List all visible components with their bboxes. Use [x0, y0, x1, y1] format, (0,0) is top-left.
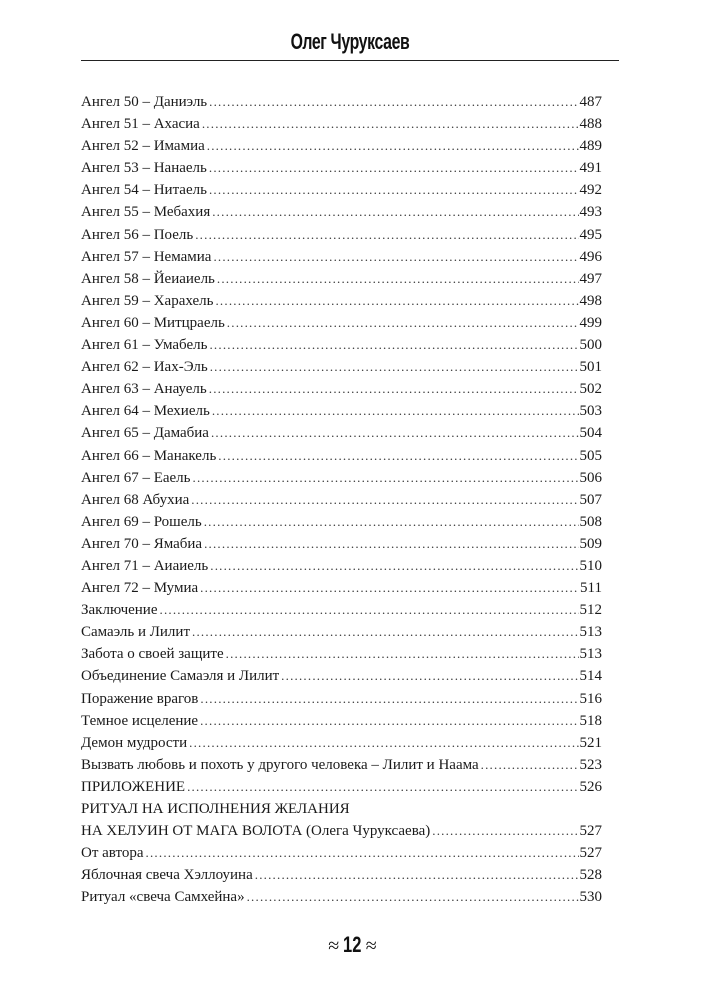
toc-entry[interactable] [81, 290, 602, 312]
toc-entry-title: Ритуал «свеча Самхейна» [81, 889, 245, 906]
toc-entry[interactable] [81, 378, 602, 400]
dot-leader [202, 113, 579, 135]
toc-entry[interactable] [81, 268, 602, 290]
toc-entry-title: Объединение Самаэля и Лилит [81, 668, 280, 685]
toc-entry-page: 500 [579, 337, 602, 354]
toc-entry-page: 502 [579, 381, 602, 398]
toc-entry-page: 527 [579, 823, 602, 840]
toc-entry-page: 518 [579, 712, 602, 729]
toc-entry-page: 492 [579, 182, 602, 199]
toc-entry-title: Темное исцеление [81, 712, 199, 729]
toc-entry-page: 491 [579, 160, 602, 177]
toc-entry-page: 508 [579, 513, 602, 530]
dot-leader [209, 91, 578, 113]
toc-entry[interactable] [81, 754, 602, 776]
toc-entry[interactable] [81, 135, 602, 157]
toc-entry-title: Ангел 68 Абухиа [81, 491, 190, 508]
toc-entry-page: 489 [579, 138, 602, 155]
toc-entry-title: Забота о своей защите [81, 646, 224, 663]
toc-entry-title: Демон мудрости [81, 734, 188, 751]
toc-entry[interactable] [81, 91, 602, 113]
toc-entry-title: Ангел 50 – Даниэль [81, 94, 208, 110]
toc-entry-page: 511 [580, 580, 602, 597]
toc-entry[interactable] [81, 820, 602, 842]
toc-entry-page: 523 [579, 756, 602, 773]
dot-leader [160, 599, 579, 621]
toc-entry-continued-heading[interactable] [81, 798, 602, 820]
toc-entry-title: Ангел 52 – Имамиа [81, 138, 205, 155]
toc-entry-page: 495 [579, 226, 602, 243]
dot-leader [217, 268, 579, 290]
dot-leader [191, 489, 578, 511]
toc-entry-title: Ангел 54 – Нитаель [81, 182, 207, 199]
dot-leader [209, 378, 579, 400]
toc-entry-title: Ангел 53 – Нанаель [81, 160, 207, 177]
toc-entry-page: 497 [579, 270, 602, 287]
toc-entry-title: Ангел 59 – Харахель [81, 292, 214, 309]
dot-leader [281, 665, 578, 687]
toc-entry-page: 507 [579, 491, 602, 508]
toc-entry[interactable] [81, 599, 602, 621]
toc-entry-title: Ангел 62 – Иах-Эль [81, 359, 208, 376]
toc-entry-title: РИТУАЛ НА ИСПОЛНЕНИЯ ЖЕЛАНИЯ [81, 801, 350, 817]
toc-entry[interactable] [81, 334, 602, 356]
dot-leader [209, 157, 579, 179]
toc-entry[interactable] [81, 643, 602, 665]
toc-entry[interactable] [81, 511, 602, 533]
toc-entry[interactable] [81, 533, 602, 555]
toc-entry-title: Поражение врагов [81, 690, 199, 707]
toc-entry-page: 514 [579, 668, 602, 685]
toc-entry-page: 516 [579, 690, 602, 707]
toc-entry-title: Ангел 63 – Анауель [81, 381, 207, 398]
dot-leader [195, 224, 578, 246]
toc-entry-page: 498 [579, 292, 602, 309]
table-of-contents [81, 91, 602, 908]
toc-entry[interactable] [81, 489, 602, 511]
dot-leader [209, 179, 579, 201]
dot-leader [218, 445, 578, 467]
toc-entry[interactable] [81, 577, 602, 599]
toc-entry-title: Ангел 72 – Мумиа [81, 580, 199, 597]
toc-entry-title: От автора [81, 845, 144, 862]
toc-entry-title: Ангел 66 – Манакель [81, 447, 217, 464]
toc-entry-title: ПРИЛОЖЕНИЕ [81, 778, 186, 795]
toc-entry-page: 503 [579, 403, 602, 420]
toc-entry-page: 526 [579, 778, 602, 795]
toc-entry-page: 493 [579, 204, 602, 221]
dot-leader [255, 864, 579, 886]
toc-entry-title: Ангел 64 – Мехиель [81, 403, 210, 420]
toc-entry-title: Заключение [81, 602, 158, 619]
dot-leader [204, 533, 578, 555]
dot-leader [207, 135, 579, 157]
toc-entry[interactable] [81, 842, 602, 864]
toc-entry-title: Ангел 51 – Ахасиа [81, 116, 200, 133]
page-folio [0, 930, 705, 961]
dot-leader [200, 688, 578, 710]
toc-entry[interactable] [81, 312, 602, 334]
toc-entry-page: 512 [579, 602, 602, 619]
toc-entry-page: 530 [579, 889, 602, 906]
toc-entry-title: Ангел 69 – Рошель [81, 513, 202, 530]
toc-entry-page: 496 [579, 248, 602, 265]
toc-entry-page: 506 [579, 469, 602, 486]
dot-leader [432, 820, 578, 842]
toc-entry-page: 488 [579, 116, 602, 133]
toc-entry[interactable] [81, 445, 602, 467]
dot-leader [481, 754, 579, 776]
wave-ornament-icon: ≈ [365, 935, 377, 957]
page-number: 12 [343, 932, 362, 957]
dot-leader [192, 621, 579, 643]
toc-entry[interactable] [81, 356, 602, 378]
toc-entry-title: Ангел 65 – Дамабиа [81, 425, 209, 442]
toc-entry-page: 499 [579, 314, 602, 331]
toc-entry-title: Ангел 57 – Немамиа [81, 248, 212, 265]
toc-entry[interactable] [81, 157, 602, 179]
dot-leader [215, 290, 578, 312]
toc-entry[interactable] [81, 776, 602, 798]
dot-leader [213, 246, 578, 268]
toc-entry-page: 510 [579, 557, 602, 574]
toc-entry[interactable] [81, 422, 602, 444]
dot-leader [226, 643, 579, 665]
header-rule [81, 60, 619, 61]
toc-entry-title: Ангел 58 – Йеиаиель [81, 270, 215, 287]
dot-leader [200, 577, 579, 599]
toc-entry[interactable] [81, 886, 602, 908]
toc-entry[interactable] [81, 224, 602, 246]
toc-entry-page: 487 [579, 94, 602, 110]
dot-leader [212, 201, 578, 223]
toc-entry[interactable] [81, 555, 602, 577]
toc-entry-title: Самаэль и Лилит [81, 624, 190, 641]
toc-entry-page: 521 [579, 734, 602, 751]
toc-entry[interactable] [81, 113, 602, 135]
running-title: Олег Чуруксаев [290, 29, 410, 54]
toc-entry[interactable] [81, 467, 602, 489]
toc-entry[interactable] [81, 732, 602, 754]
toc-entry-page: 527 [579, 845, 602, 862]
toc-entry-title: Ангел 55 – Мебахия [81, 204, 211, 221]
dot-leader [204, 511, 579, 533]
dot-leader [227, 312, 579, 334]
toc-entry-page: 504 [579, 425, 602, 442]
toc-entry[interactable] [81, 246, 602, 268]
toc-entry[interactable] [81, 688, 602, 710]
toc-entry-page: 505 [579, 447, 602, 464]
toc-entry[interactable] [81, 864, 602, 886]
toc-entry-title: Ангел 71 – Аиаиель [81, 557, 209, 574]
dot-leader [187, 776, 578, 798]
dot-leader [209, 334, 578, 356]
toc-entry-title: Ангел 60 – Митцраель [81, 314, 225, 331]
dot-leader [189, 732, 578, 754]
dot-leader [210, 555, 578, 577]
wave-ornament-icon: ≈ [328, 935, 340, 957]
toc-entry[interactable] [81, 665, 602, 687]
dot-leader [212, 400, 579, 422]
dot-leader [146, 842, 579, 864]
toc-entry[interactable] [81, 179, 602, 201]
dot-leader [247, 886, 579, 908]
toc-entry-page: 513 [579, 646, 602, 663]
dot-leader [210, 356, 579, 378]
toc-entry-title: Вызвать любовь и похоть у другого человека – Лилит и Наама [81, 756, 479, 773]
toc-entry[interactable] [81, 201, 602, 223]
toc-entry[interactable] [81, 710, 602, 732]
dot-leader [211, 422, 579, 444]
toc-entry-page: 528 [579, 867, 602, 884]
toc-entry-title: Ангел 70 – Ямабиа [81, 535, 203, 552]
toc-entry-title: НА ХЕЛУИН ОТ МАГА ВОЛОТА (Олега Чуруксаева) [81, 823, 431, 840]
toc-entry-page: 513 [579, 624, 602, 641]
dot-leader [193, 467, 579, 489]
toc-entry-title: Ангел 67 – Еаель [81, 469, 191, 486]
dot-leader [200, 710, 578, 732]
toc-entry-title: Яблочная свеча Хэллоуина [81, 867, 253, 884]
toc-entry[interactable] [81, 400, 602, 422]
toc-entry[interactable] [81, 621, 602, 643]
toc-entry-title: Ангел 61 – Умабель [81, 337, 208, 354]
toc-entry-title: Ангел 56 – Поель [81, 226, 194, 243]
toc-entry-page: 501 [579, 359, 602, 376]
toc-entry-page: 509 [579, 535, 602, 552]
